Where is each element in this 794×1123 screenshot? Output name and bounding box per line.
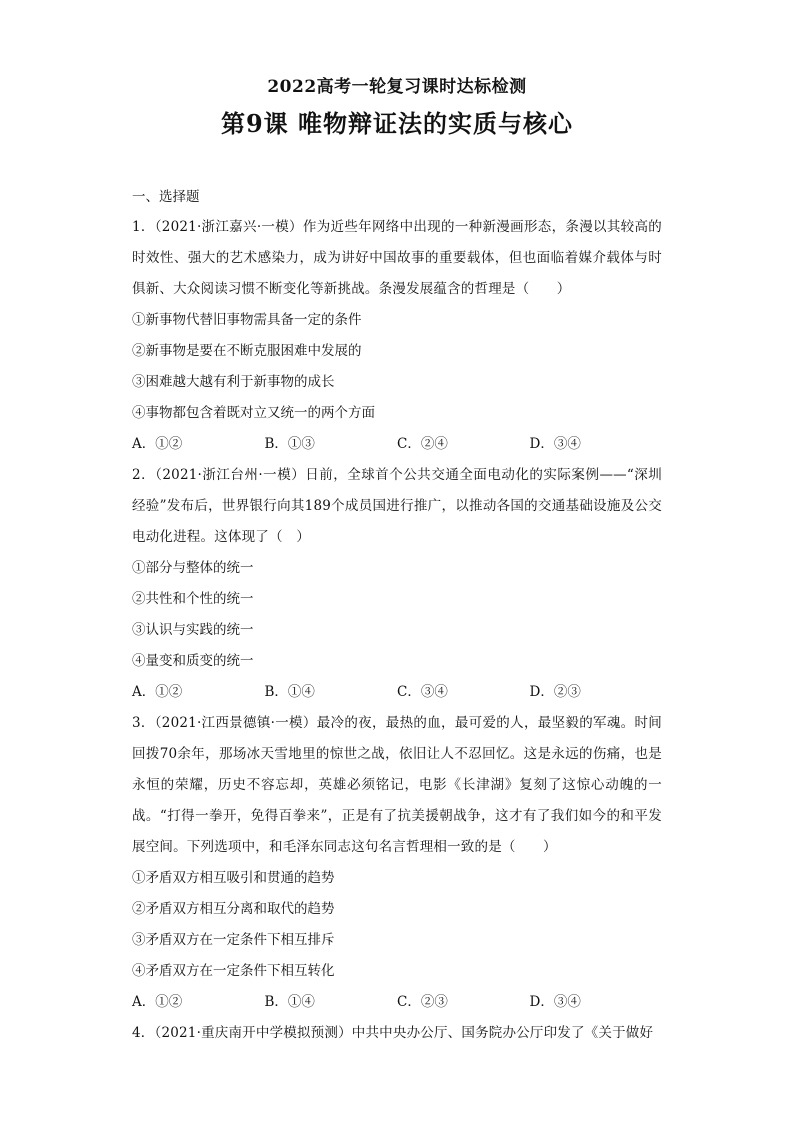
option-b: B．①③ — [264, 436, 315, 452]
option-a: A．①② — [132, 684, 183, 700]
statement-item: ③困难越大越有利于新事物的成长 — [132, 374, 335, 390]
option-b: B．①④ — [264, 994, 315, 1010]
statement-item: ④矛盾双方在一定条件下相互转化 — [132, 963, 335, 979]
question-stem: 1．（2021·浙江嘉兴·一模）作为近些年网络中出现的一种新漫画形态，条漫以其较高的时效性、强大的艺术感染力，成为讲好中国故事的重要载体，但也面临着媒介载体与时俱新、大众阅读习惯不断变化等新挑战。条漫发展蕴含的哲理是（ ） — [132, 219, 662, 297]
question-2 — [132, 460, 662, 708]
option-a: A．①② — [132, 994, 183, 1010]
question-3 — [132, 708, 662, 1018]
question-stem: 2．（2021·浙江台州·一模）日前，全球首个公共交通全面电动化的实际案例——“深圳经验”发布后，世界银行向其189个成员国进行推广，以推动各国的交通基础设施及公交电动化进程。这体现了（ ） — [132, 467, 662, 545]
statement-item: ①新事物代替旧事物需具备一定的条件 — [132, 312, 362, 328]
document-title: 2022高考一轮复习课时达标检测 — [267, 77, 527, 97]
option-d: D．③④ — [529, 436, 581, 452]
option-b: B．①④ — [264, 684, 315, 700]
statement-item: ②共性和个性的统一 — [132, 591, 254, 607]
answer-options — [132, 429, 662, 460]
option-d: D．③④ — [529, 994, 581, 1010]
statement-item: ④事物都包含着既对立又统一的两个方面 — [132, 405, 375, 421]
lesson-title: 第9课 唯物辩证法的实质与核心 — [220, 109, 574, 138]
question-stem: 3．（2021·江西景德镇·一模）最冷的夜，最热的血，最可爱的人，最坚毅的军魂。时间回拨70余年，那场冰天雪地里的惊世之战，依旧让人不忍回忆。这是永远的伤痛，也是永恒的荣耀，历史不容忘却，英雄必须铭记，电影《长津湖》复刻了这惊心动魄的一战。“打得一拳开，免得百拳来”，正是有了抗美援朝战争，这才有了我们如今的和平发展空间。下列选项中，和毛泽东同志这句名言哲理相一致的是（ ） — [132, 715, 662, 855]
option-c: C．②③ — [397, 994, 448, 1010]
question-1 — [132, 212, 662, 460]
option-a: A．①② — [132, 436, 183, 452]
option-c: C．②④ — [397, 436, 448, 452]
statement-item: ③矛盾双方在一定条件下相互排斥 — [132, 932, 335, 948]
question-4 — [132, 1018, 662, 1049]
option-d: D．②③ — [529, 684, 581, 700]
answer-options — [132, 987, 662, 1018]
statement-item: ②新事物是要在不断克服困难中发展的 — [132, 343, 362, 359]
statement-item: ①矛盾双方相互吸引和贯通的趋势 — [132, 870, 335, 886]
statement-item: ④量变和质变的统一 — [132, 653, 254, 669]
answer-options — [132, 677, 662, 708]
document-body — [132, 186, 662, 1049]
option-c: C．③④ — [397, 684, 448, 700]
question-stem: 4．（2021·重庆南开中学模拟预测）中共中央办公厅、国务院办公厅印发了《关于做好 — [132, 1025, 654, 1041]
statement-item: ③认识与实践的统一 — [132, 622, 254, 638]
section-heading: 一、选择题 — [132, 189, 200, 205]
statement-item: ②矛盾双方相互分离和取代的趋势 — [132, 901, 335, 917]
statement-item: ①部分与整体的统一 — [132, 560, 254, 576]
